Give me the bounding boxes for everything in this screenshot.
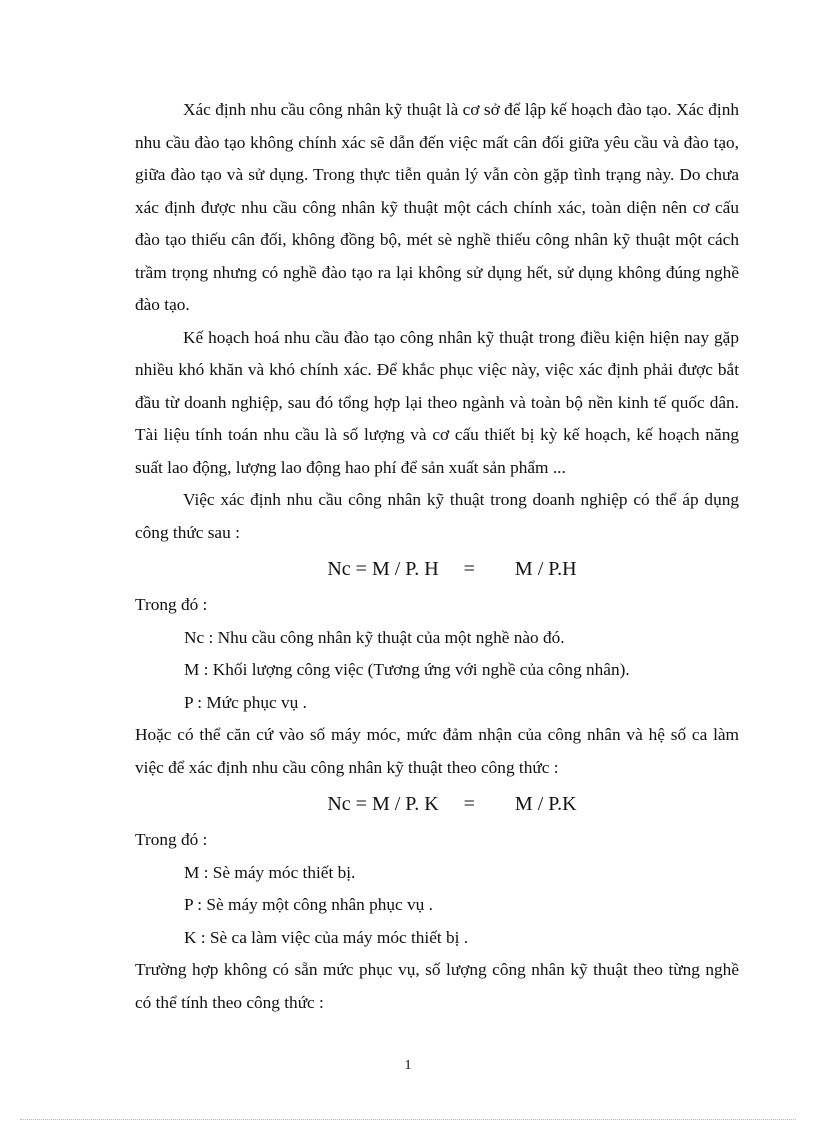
- page-bottom-divider: [20, 1119, 796, 1120]
- where-label: Trong đó :: [135, 595, 208, 614]
- paragraph-no-standard: Trường hợp không có sẵn mức phục vụ, số lượng công nhân kỹ thuật theo từng nghề có thể tính theo công thức :: [135, 960, 739, 1012]
- page-number: 1: [404, 1058, 412, 1073]
- paragraph-intro: Xác định nhu cầu công nhân kỹ thuật là cơ sở để lập kế hoạch đào tạo. Xác định nhu cầu đào tạo không chính xác sẽ dẫn đến việc mất cân đối giữa yêu cầu và đào tạo, giữa đào tạo và sử dụng. Trong thực tiễn quản lý vẫn còn gặp tình trạng này. Do chưa xác định được nhu cầu công nhân kỹ thuật một cách chính xác, toàn diện nên cơ cấu đào tạo thiếu cân đối, không đồng bộ, mét sè nghề thiếu công nhân kỹ thuật một cách trầm trọng nhưng có nghề đào tạo ra lại không sử dụng hết, sử dụng không đúng nghề đào tạo.: [135, 100, 739, 314]
- where-label-2: Trong đó :: [135, 830, 208, 849]
- formula-machines: Nc = M / P. K = M / P.K: [327, 793, 577, 815]
- definition-p: P : Mức phục vụ .: [184, 692, 307, 712]
- formula-workload: Nc = M / P. H = M / P.H: [327, 558, 577, 580]
- paragraph-formula-intro: Việc xác định nhu cầu công nhân kỹ thuật trong doanh nghiệp có thể áp dụng công thức sau :: [135, 490, 739, 542]
- paragraph-machines: Hoặc có thể căn cứ vào số máy móc, mức đảm nhận của công nhân và hệ số ca làm việc để xác định nhu cầu công nhân kỹ thuật theo công thức :: [135, 725, 739, 777]
- document-body: [135, 94, 739, 1019]
- definition-machines-k: K : Sè ca làm việc của máy móc thiết bị .: [184, 927, 469, 947]
- definition-machines-m: M : Sè máy móc thiết bị.: [184, 862, 356, 882]
- paragraph-planning: Kế hoạch hoá nhu cầu đào tạo công nhân kỹ thuật trong điều kiện hiện nay gặp nhiều khó khăn và khó chính xác. Để khắc phục việc này, việc xác định phải được bắt đầu từ doanh nghiệp, sau đó tổng hợp lại theo ngành và toàn bộ nền kinh tế quốc dân. Tài liệu tính toán nhu cầu là số lượng và cơ cấu thiết bị kỳ kế hoạch, kế hoạch năng suất lao động, lượng lao động hao phí để sản xuất sản phẩm ...: [135, 327, 739, 477]
- definition-nc: Nc : Nhu cầu công nhân kỹ thuật của một nghề nào đó.: [184, 627, 565, 647]
- definition-m: M : Khối lượng công việc (Tương ứng với nghề của công nhân).: [184, 660, 630, 679]
- definition-machines-p: P : Sè máy một công nhân phục vụ .: [184, 895, 433, 914]
